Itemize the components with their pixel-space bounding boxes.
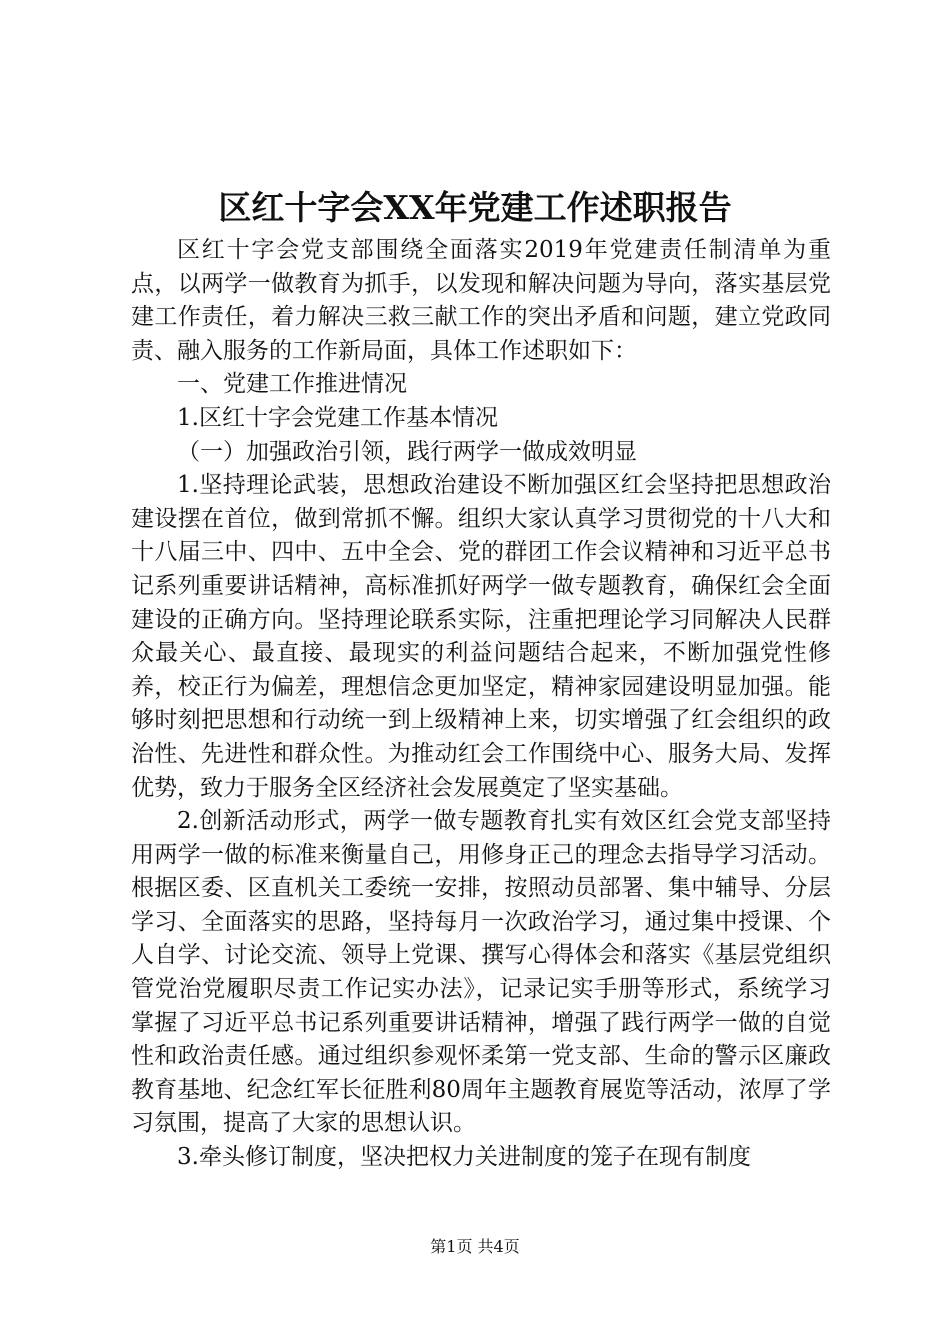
body-paragraph: 3.牵头修订制度，坚决把权力关进制度的笼子在现有制度 [177, 1144, 751, 1171]
subsection-heading: （一）加强政治引领，践行两学一做成效明显 [177, 438, 637, 465]
section-heading: 一、党建工作推进情况 [177, 371, 407, 398]
subsection-heading: 1.区红十字会党建工作基本情况 [177, 404, 498, 431]
page-number-footer: 第1页 共4页 [430, 1237, 520, 1256]
body-paragraph: 1.坚持理论武装，思想政治建设不断加强区红会坚持把思想政治建设摆在首位，做到常抓不懈。组织大家认真学习贯彻党的十八大和十八届三中、四中、五中全会、党的群团工作会议精神和习近平总书记系列重要讲话精神，高标准抓好两学一做专题教育，确保红会全面建设的正确方向。坚持理论联系实际，注重把理论学习同解决人民群众最关心、最直接、最现实的利益问题结合起来，不断加强党性修养，校正行为偏差，理想信念更加坚定，精神家园建设明显加强。能够时刻把思想和行动统一到上级精神上来，切实增强了红会组织的政治性、先进性和群众性。为推动红会工作围绕中心、服务大局、发挥优势，致力于服务全区经济社会发展奠定了坚实基础。 [131, 472, 831, 801]
document-title: 区红十字会XX年党建工作述职报告 [218, 188, 732, 227]
document-body [131, 234, 831, 1175]
intro-paragraph: 区红十字会党支部围绕全面落实2019年党建责任制清单为重点，以两学一做教育为抓手，以发现和解决问题为导向，落实基层党建工作责任，着力解决三救三献工作的突出矛盾和问题，建立党政同责、融入服务的工作新局面，具体工作述职如下： [131, 237, 831, 364]
body-paragraph: 2.创新活动形式，两学一做专题教育扎实有效区红会党支部坚持用两学一做的标准来衡量自己，用修身正己的理念去指导学习活动。根据区委、区直机关工委统一安排，按照动员部署、集中辅导、分层学习、全面落实的思路，坚持每月一次政治学习，通过集中授课、个人自学、讨论交流、领导上党课、撰写心得体会和落实《基层党组织管党治党履职尽责工作记实办法》，记录记实手册等形式，系统学习掌握了习近平总书记系列重要讲话精神，增强了践行两学一做的自觉性和政治责任感。通过组织参观怀柔第一党支部、生命的警示区廉政教育基地、纪念红军长征胜利80周年主题教育展览等活动，浓厚了学习氛围，提高了大家的思想认识。 [131, 808, 831, 1137]
